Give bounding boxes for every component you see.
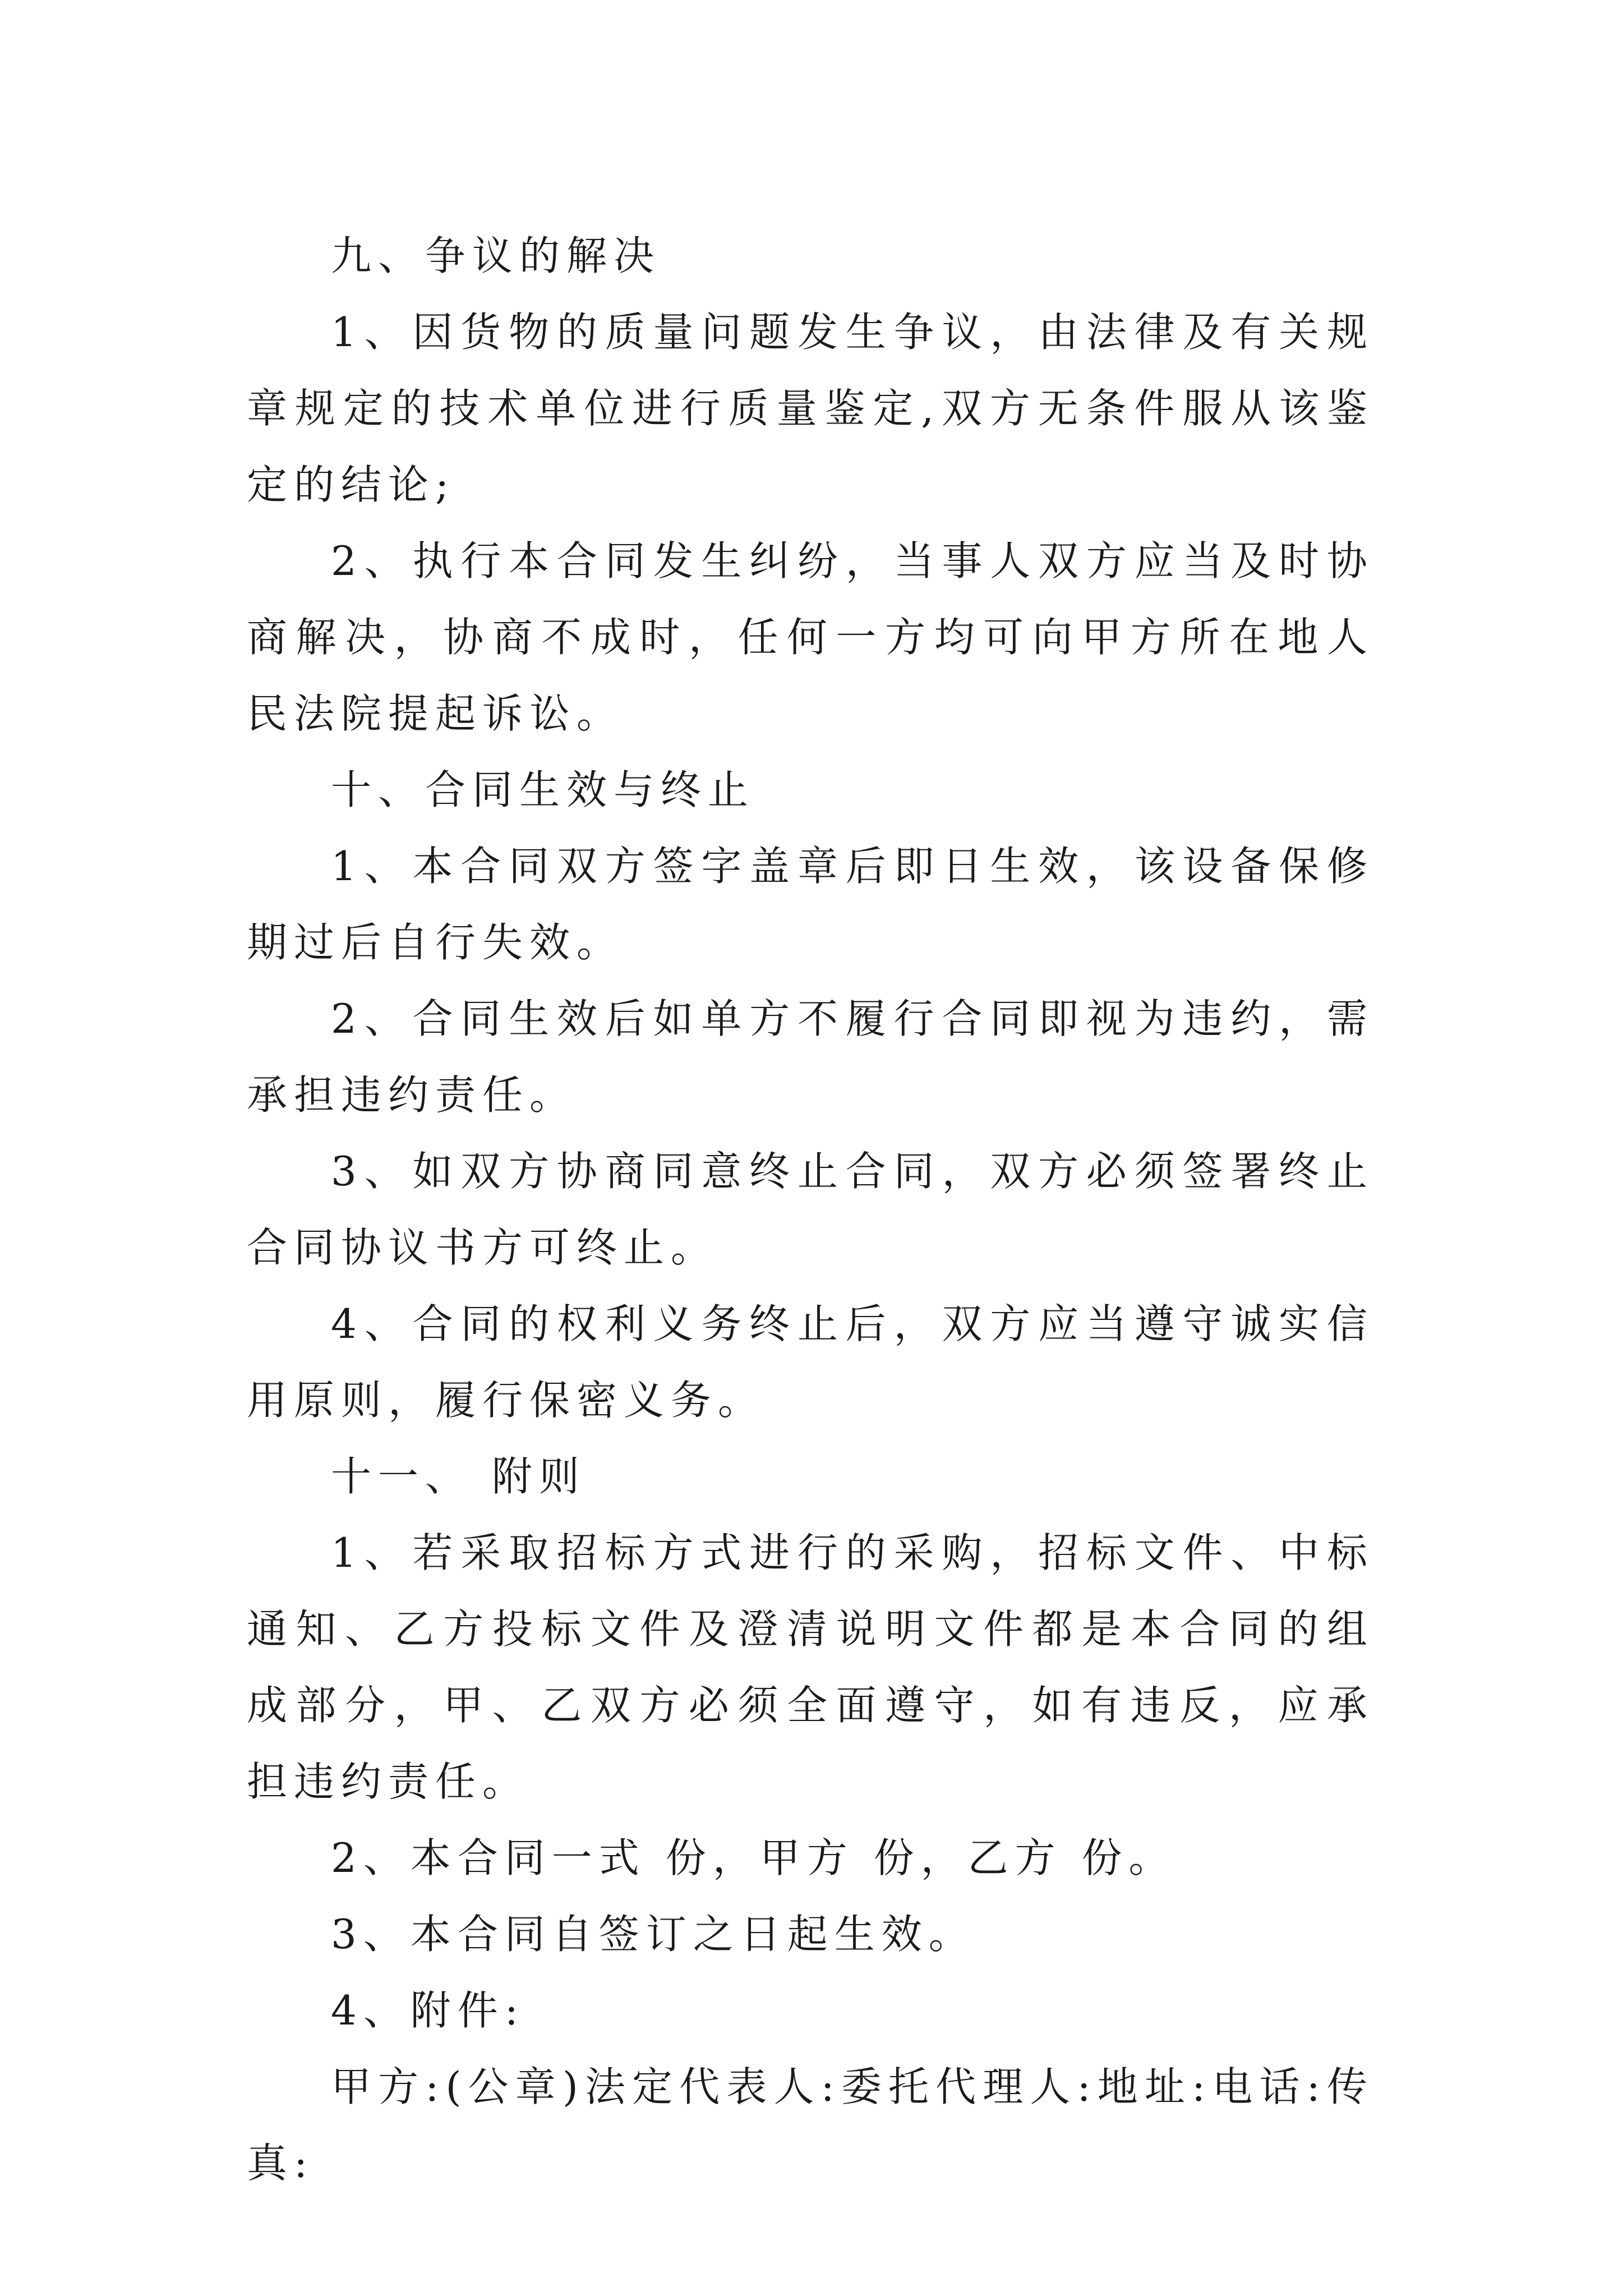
clause-10-4: 4、合同的权利义务终止后，双方应当遵守诚实信用原则，履行保密义务。 <box>247 1300 1374 1424</box>
clause-11-3: 3、本合同自签订之日起生效。 <box>331 1911 976 1958</box>
section-heading-dispute-resolution: 九、争议的解决 <box>331 232 661 279</box>
clause-9-1: 1、因货物的质量问题发生争议，由法律及有关规章规定的技术单位进行质量鉴定,双方无条件服从该鉴定的结论; <box>247 309 1374 508</box>
party-a-signature-block: 甲方:(公章)法定代表人:委托代理人:地址:电话:传真: <box>247 2063 1374 2187</box>
section-heading-supplementary: 十一、 附则 <box>331 1453 586 1500</box>
clause-11-1: 1、若采取招标方式进行的采购，招标文件、中标通知、乙方投标文件及澄清说明文件都是本合同的组成部分，甲、乙双方必须全面遵守，如有违反，应承担违约责任。 <box>247 1529 1374 1805</box>
clause-11-4: 4、附件: <box>331 1987 525 2034</box>
document-body <box>247 218 1374 2201</box>
section-heading-effect-termination: 十、合同生效与终止 <box>331 766 755 813</box>
clause-10-2: 2、合同生效后如单方不履行合同即视为违约，需承担违约责任。 <box>247 995 1374 1119</box>
clause-11-2: 2、本合同一式 份，甲方 份，乙方 份。 <box>331 1834 1176 1881</box>
clause-9-2: 2、执行本合同发生纠纷，当事人双方应当及时协商解决，协商不成时，任何一方均可向甲方所在地人民法院提起诉讼。 <box>247 537 1374 737</box>
clause-10-1: 1、本合同双方签字盖章后即日生效，该设备保修期过后自行失效。 <box>247 843 1374 966</box>
clause-10-3: 3、如双方协商同意终止合同，双方必须签署终止合同协议书方可终止。 <box>247 1148 1374 1271</box>
